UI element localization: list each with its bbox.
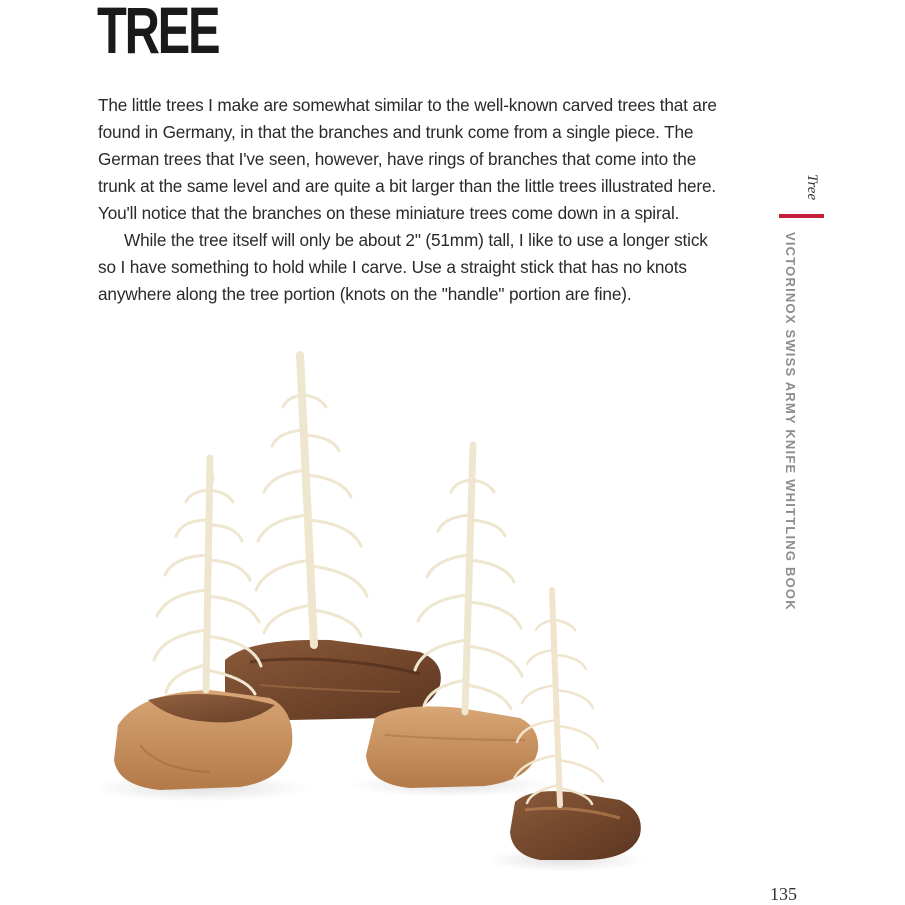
page-title: TREE — [97, 0, 219, 67]
carved-tree-2 — [256, 355, 367, 645]
base-middle — [366, 706, 538, 788]
base-front — [510, 791, 641, 860]
book-title-vertical: VICTORINOX SWISS ARMY KNIFE WHITTLING BOOK — [783, 232, 798, 611]
accent-rule — [779, 214, 824, 218]
body-text — [98, 92, 718, 308]
carved-trees-photo — [100, 340, 680, 880]
carved-tree-4 — [514, 590, 603, 805]
running-head: Tree — [804, 174, 820, 201]
paragraph-2: While the tree itself will only be about 2" (51mm) tall, I like to use a longer stick so I have something to hold while I carve. Use a straight stick that has no knots anywhere along the tree portion (knots on the "handle" portion are fine). — [98, 230, 708, 304]
paragraph-1: The little trees I make are somewhat similar to the well-known carved trees that are found in Germany, in that the branches and trunk come from a single piece. The German trees that I've seen, however, have rings of branches that come into the trunk at the same level and are quite a bit larger than the little trees illustrated here. You'll notice that the branches on these miniature trees come down in a spiral. — [98, 95, 717, 223]
base-left — [114, 690, 292, 790]
page-number: 135 — [770, 884, 797, 904]
